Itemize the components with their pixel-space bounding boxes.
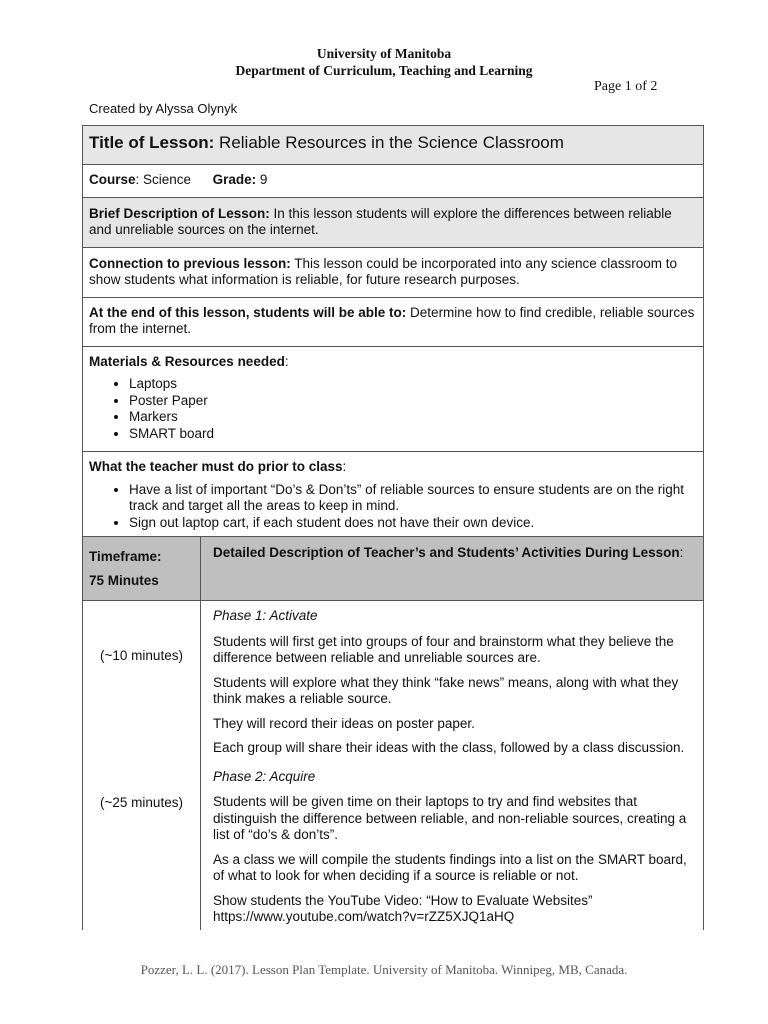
phase-2-paragraph: Students will be given time on their laptops to try and find websites that distinguish the difference between reliable, and non-reliable sources, creating a list of “do’s & don’ts”. (213, 794, 687, 842)
connection-label: Connection to previous lesson: (89, 255, 291, 271)
title-row (83, 126, 704, 165)
phase-1-time: (~10 minutes) (100, 648, 183, 663)
timeframe-value: 75 Minutes (89, 573, 159, 588)
list-item: • Laptops (129, 376, 697, 393)
list-item: • Have a list of important “Do’s & Don’ts” of reliable sources to ensure students are on the right track and target all the areas to keep in mind. (129, 482, 697, 515)
materials-list (89, 376, 697, 442)
video-title: “How to Evaluate Websites” (426, 892, 593, 908)
lesson-title: Reliable Resources in the Science Classroom (219, 133, 564, 152)
timeframe-label: Timeframe: (89, 549, 162, 564)
document-header (0, 45, 768, 79)
university-name: University of Manitoba (316, 46, 452, 61)
phase-2-title: Phase 2: Acquire (213, 768, 316, 784)
prior-list (89, 482, 697, 532)
video-prefix: Show students the YouTube Video: (213, 892, 423, 908)
prior-label: What the teacher must do prior to class (89, 459, 343, 474)
materials-label: Materials & Resources needed (89, 353, 285, 369)
course-row (83, 165, 704, 198)
materials-row: Materials & Resources needed: • Laptops • Poster Paper • Markers • SMART board (83, 346, 704, 452)
list-item: • Poster Paper (129, 393, 697, 410)
page-number: Page 1 of 2 (594, 79, 658, 94)
phase-1-row (83, 601, 704, 765)
footer-citation: Pozzer, L. L. (2017). Lesson Plan Template. University of Manitoba. Winnipeg, MB, Canada. (140, 962, 628, 977)
lesson-plan-table (82, 125, 704, 930)
outcome-row (83, 297, 704, 346)
activities-description-header: Detailed Description of Teacher’s and Students’ Activities During Lesson (213, 545, 680, 560)
phase-2-row (83, 765, 704, 930)
list-item: • Markers (129, 409, 697, 426)
connection-row (83, 247, 704, 297)
phase-1-title: Phase 1: Activate (213, 608, 318, 623)
description-row (83, 197, 704, 247)
description-text: In this lesson students will explore the differences between reliable and unreliable sources on the internet. (89, 205, 672, 237)
phase-1-paragraph: Students will explore what they think “fake news” means, along with what they think makes a reliable source. (213, 674, 679, 706)
video-link[interactable]: https://www.youtube.com/watch?v=rZZ5XJQ1aHQ (213, 909, 515, 924)
prior-row: What the teacher must do prior to class: • Have a list of important “Do’s & Don’ts” of reliable sources to ensure students are on the right track and target all the areas to keep in mind. • Sign out laptop cart, if each student does not have their own device. (83, 452, 704, 537)
phase-1-paragraph: They will record their ideas on poster paper. (213, 715, 475, 731)
department-name: Department of Curriculum, Teaching and Learning (235, 63, 533, 78)
list-item: • Sign out laptop cart, if each student does not have their own device. (129, 515, 697, 532)
grade-value: 9 (259, 172, 268, 187)
video-reference (213, 893, 697, 926)
grade-label: Grade: (212, 172, 257, 187)
course-value: : Science (135, 172, 192, 187)
phase-1-paragraph: Students will first get into groups of four and brainstorm what they believe the difference between reliable and unreliable sources are. (213, 633, 674, 665)
connection-text: This lesson could be incorporated into any science classroom to show students what information is reliable, for future research purposes. (89, 255, 677, 287)
activities-header-row: Timeframe: 75 Minutes Detailed Description of Teacher’s and Students’ Activities During Lesson: (83, 537, 704, 601)
list-item: • SMART board (129, 426, 697, 443)
course-label: Course (89, 172, 136, 187)
outcome-text: Determine how to find credible, reliable sources from the internet. (89, 304, 695, 336)
phase-1-paragraph: Each group will share their ideas with the class, followed by a class discussion. (213, 740, 685, 755)
title-label: Title of Lesson: (89, 133, 215, 152)
created-by: Created by Alyssa Olynyk (89, 101, 238, 116)
outcome-label: At the end of this lesson, students will be able to: (89, 304, 407, 320)
phase-2-time: (~25 minutes) (100, 794, 183, 810)
phase-2-paragraph: As a class we will compile the students findings into a list on the SMART board, of what to look for when deciding if a source is reliable or not. (213, 851, 687, 883)
description-label: Brief Description of Lesson: (89, 205, 270, 221)
